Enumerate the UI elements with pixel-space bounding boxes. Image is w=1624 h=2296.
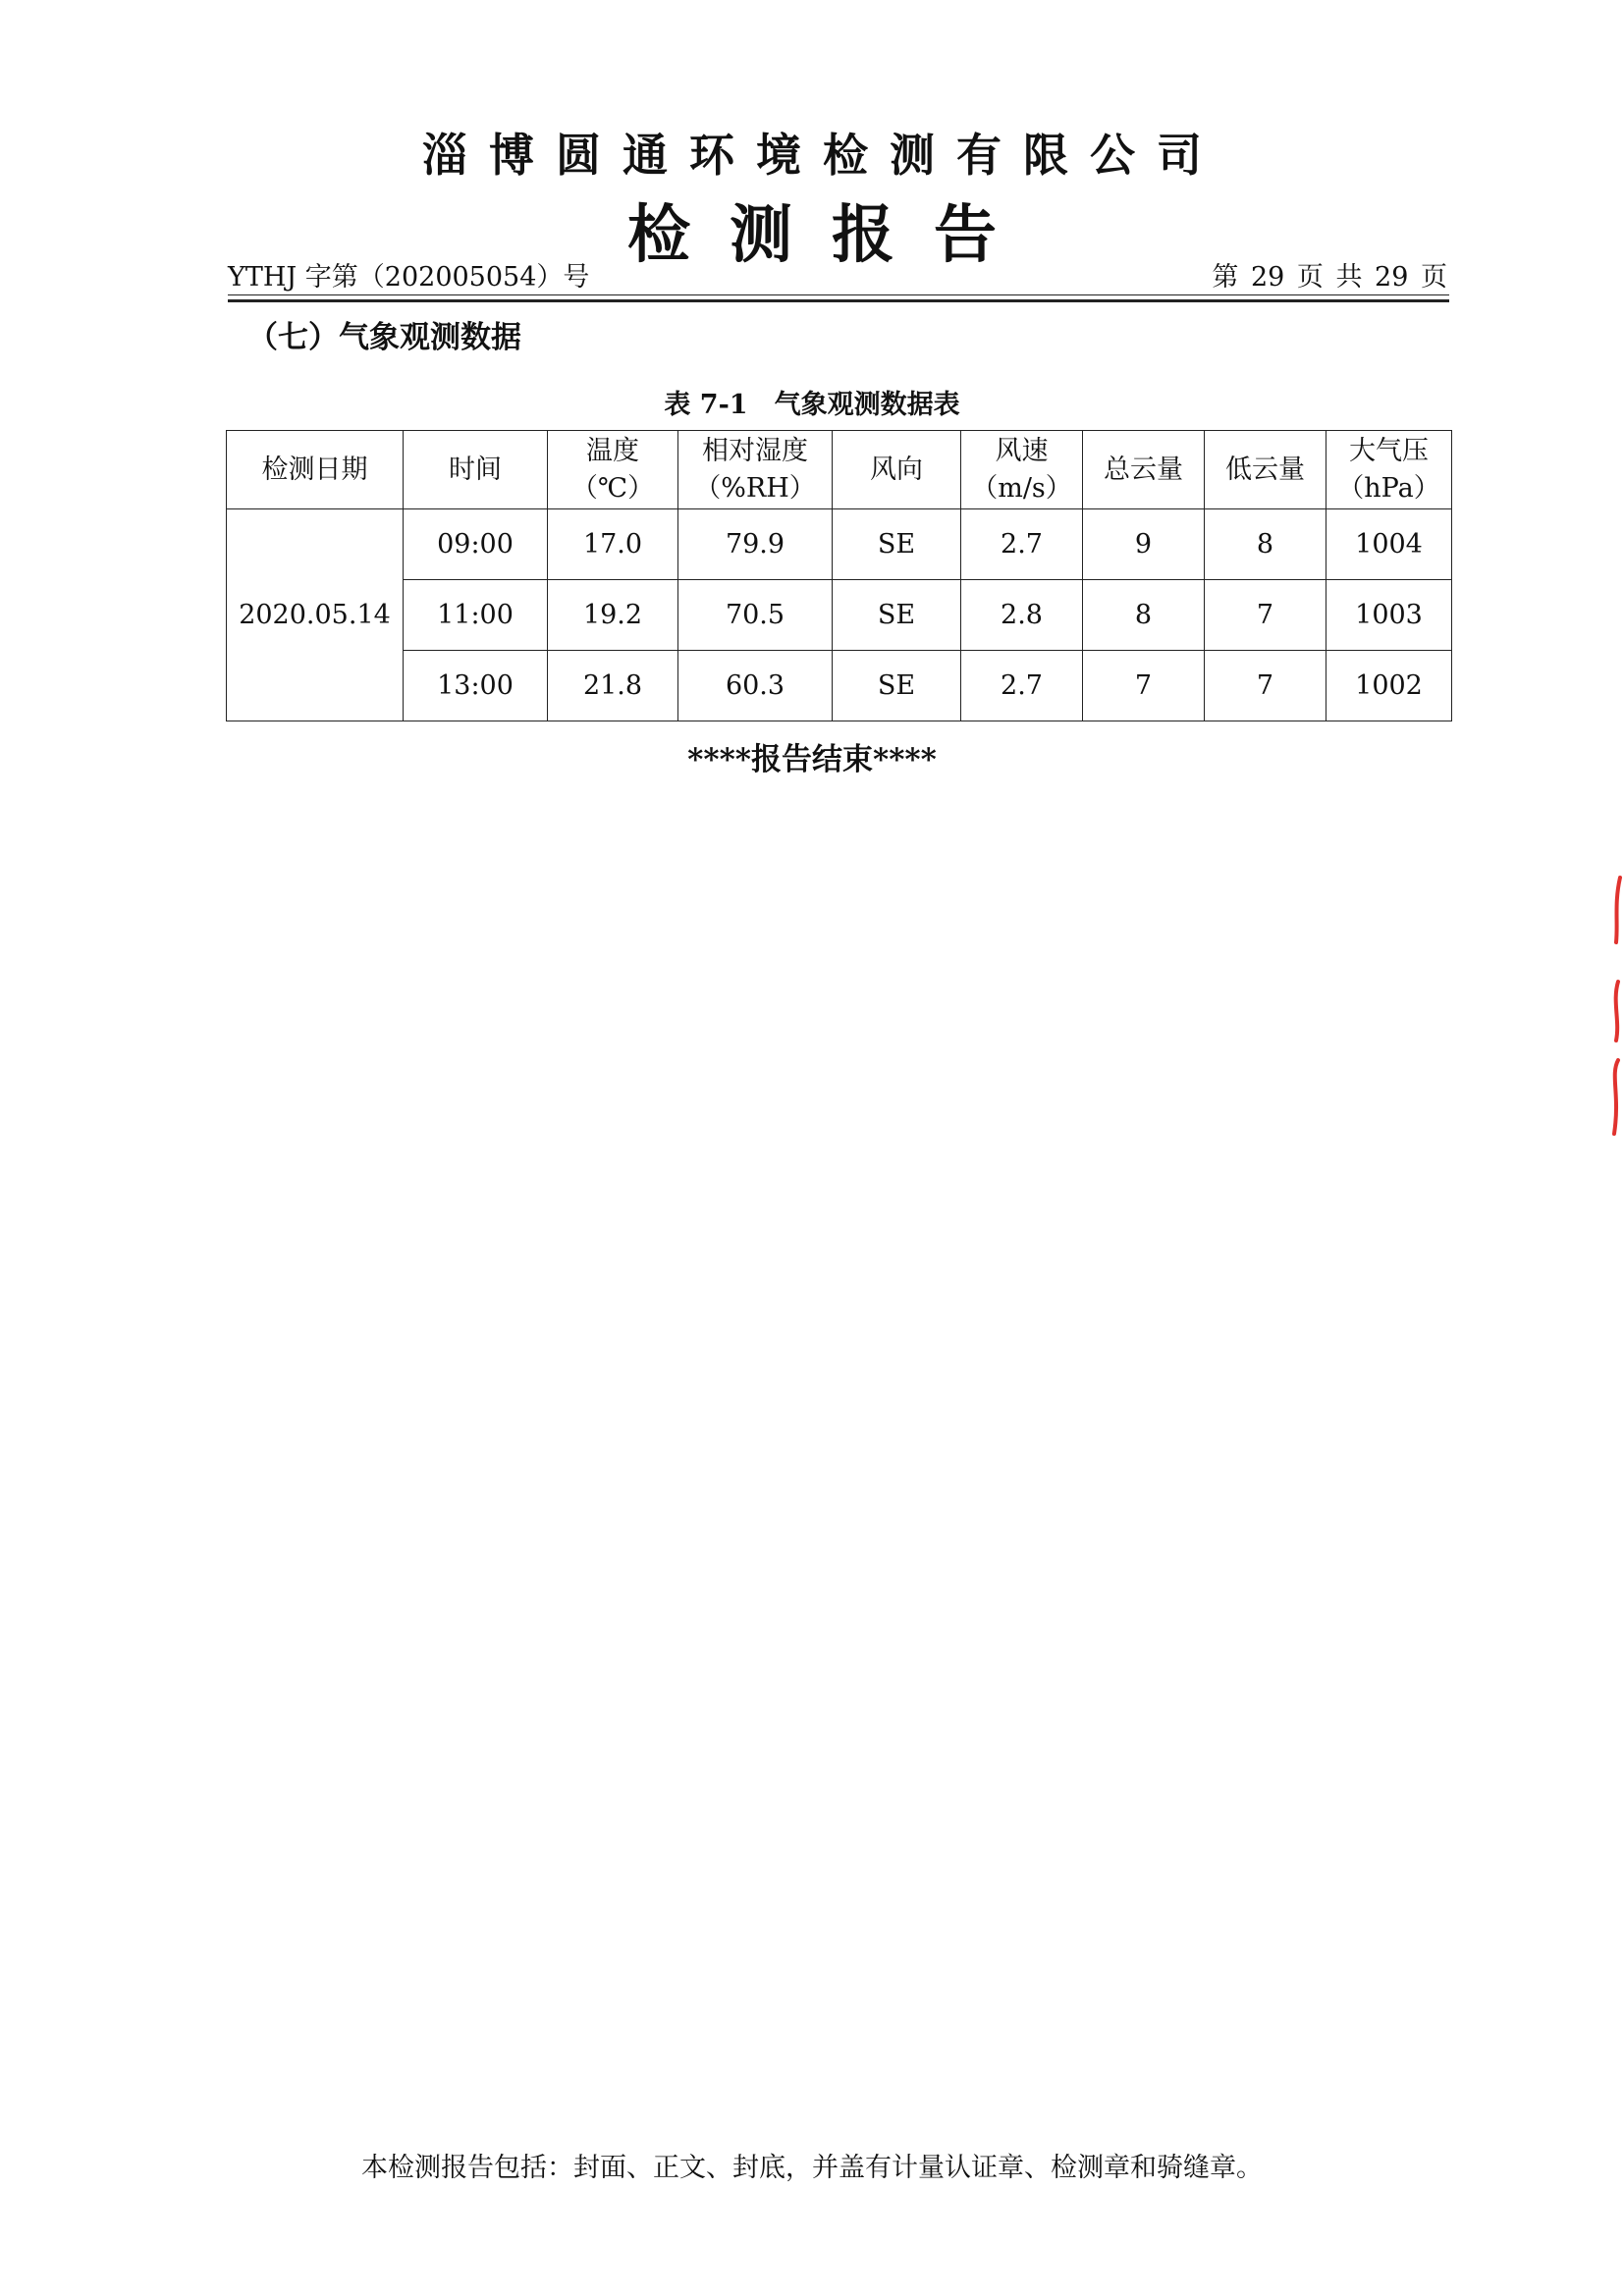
footer-note: 本检测报告包括：封面、正文、封底，并盖有计量认证章、检测章和骑缝章。	[361, 2153, 1263, 2183]
cell-humidity: 79.9	[678, 509, 833, 580]
cell-low-cloud: 7	[1205, 580, 1326, 651]
table-row	[227, 580, 1452, 651]
cell-time: 13:00	[404, 651, 548, 721]
header-wind-direction: 风向	[833, 431, 961, 509]
cell-humidity: 70.5	[678, 580, 833, 651]
section-heading: （七）气象观测数据	[247, 320, 521, 355]
header-humidity: 相对湿度 （%RH）	[678, 431, 833, 509]
table-row	[227, 651, 1452, 721]
cell-wind-speed: 2.7	[961, 651, 1083, 721]
table-row	[227, 509, 1452, 580]
cell-total-cloud: 7	[1083, 651, 1205, 721]
header-date: 检测日期	[227, 431, 404, 509]
header-pressure: 大气压 （hPa）	[1326, 431, 1452, 509]
cell-date: 2020.05.14	[227, 509, 404, 721]
table-header-row	[227, 431, 1452, 509]
header-time: 时间	[404, 431, 548, 509]
header-rule-thick	[228, 299, 1449, 302]
header-total-cloud: 总云量	[1083, 431, 1205, 509]
seal-stroke	[1614, 878, 1620, 1134]
header-low-cloud: 低云量	[1205, 431, 1326, 509]
header-wind-speed: 风速 （m/s）	[961, 431, 1083, 509]
cell-wind-direction: SE	[833, 580, 961, 651]
cell-total-cloud: 9	[1083, 509, 1205, 580]
header-rule-thin	[228, 294, 1449, 295]
table-caption: 表 7-1 气象观测数据表	[664, 390, 960, 420]
seam-seal-fragment-icon	[1606, 874, 1624, 1139]
cell-temperature: 17.0	[548, 509, 678, 580]
page-indicator: 第 29 页 共 29 页	[1212, 262, 1447, 293]
header-temperature: 温度 （℃）	[548, 431, 678, 509]
cell-temperature: 19.2	[548, 580, 678, 651]
cell-low-cloud: 8	[1205, 509, 1326, 580]
cell-wind-direction: SE	[833, 651, 961, 721]
cell-humidity: 60.3	[678, 651, 833, 721]
cell-pressure: 1004	[1326, 509, 1452, 580]
cell-total-cloud: 8	[1083, 580, 1205, 651]
weather-data-table	[226, 430, 1452, 721]
report-end-mark: ****报告结束****	[687, 742, 937, 777]
report-number: YTHJ 字第（202005054）号	[228, 262, 590, 293]
report-title: 检测报告	[627, 198, 1036, 272]
cell-pressure: 1003	[1326, 580, 1452, 651]
company-name: 淄博圆通环境检测有限公司	[422, 129, 1223, 182]
cell-low-cloud: 7	[1205, 651, 1326, 721]
cell-temperature: 21.8	[548, 651, 678, 721]
cell-wind-speed: 2.8	[961, 580, 1083, 651]
cell-wind-speed: 2.7	[961, 509, 1083, 580]
cell-pressure: 1002	[1326, 651, 1452, 721]
cell-wind-direction: SE	[833, 509, 961, 580]
cell-time: 09:00	[404, 509, 548, 580]
cell-time: 11:00	[404, 580, 548, 651]
